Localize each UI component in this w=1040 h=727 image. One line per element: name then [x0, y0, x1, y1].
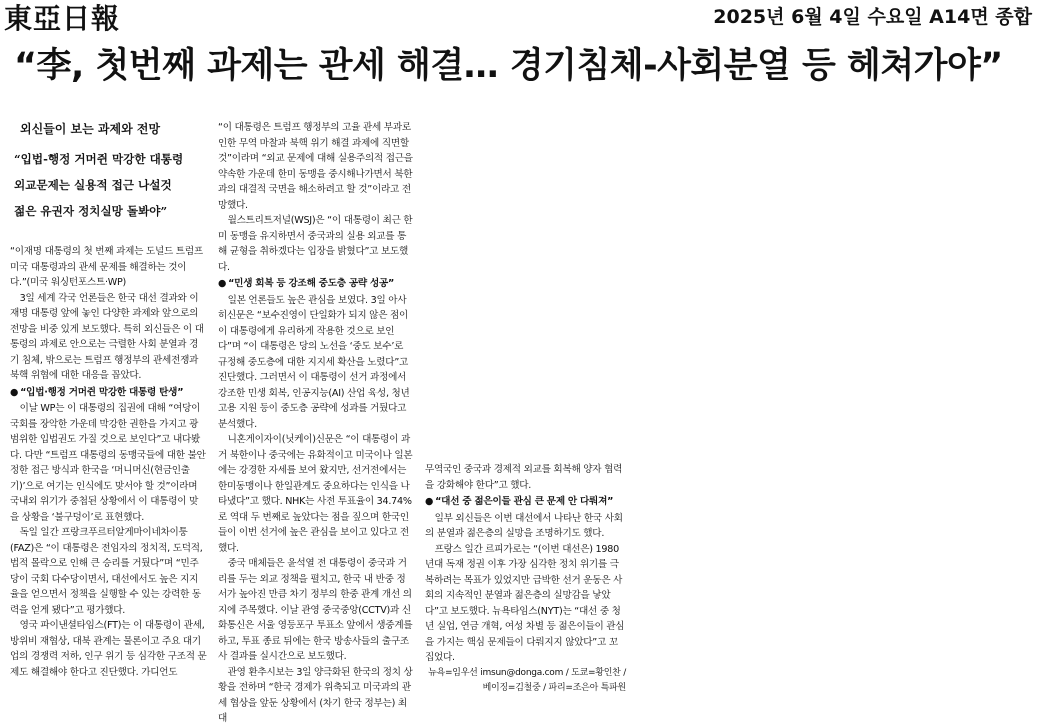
headline: “李, 첫번째 과제는 관세 해결… 경기침체-사회분열 등 헤쳐가야”	[14, 46, 1003, 86]
subhead	[14, 120, 204, 224]
article-column-1	[10, 244, 207, 692]
body-paragraph: 일본 언론들도 높은 관심을 보였다. 3일 아사히신문은 “보수진영이 단일화가 되지 않은 점이 이 대통령에게 유리하게 작용한 것으로 보인다”며 “이 대통령은 당의 노선을 ‘중도 보수’로 규정해 중도층에 대한 지지세 확산을 노렸다”고 진단했다. 그러면서 이 대통령이 선거 과정에서 강조한 민생 회복, 인공지능(AI) 산업 육성, 청년 고용 지원 등이 중도층 공략에 성과를 거뒀다고 분석했다.	[218, 294, 410, 430]
body-paragraph: 프랑스 일간 르피가로는 “(이번 대선은) 1980년대 독재 정권 이후 가장 심각한 정치 위기를 극복하려는 목표가 있었지만 급박한 선거 운동은 사회의 지속적인 분열과 젊은층의 실망감을 낳았다”고 보도했다. 뉴욕타임스(NYT)는 “대선 중 청년 실업, 연금 개혁, 여성 차별 등 젊은이들이 관심을 가지는 핵심 문제들이 다뤄지지 않았다”고 꼬집었다.	[425, 543, 625, 663]
body-paragraph: 니혼게이자이(닛케이)신문은 “이 대통령이 과거 북한이나 중국에는 유화적이고 미국이나 일본에는 강경한 자세를 보여 왔지만, 선거전에서는 한미동맹이나 한일관계도 중요하다는 인식을 나타냈다”고 했다. NHK는 사전 투표율이 34.74%로 역대 두 번째로 높았다는 점을 짚으며 한국인들이 이번 선거에 높은 관심을 보이고 있다고 전했다.	[218, 434, 413, 554]
bullet-icon: ●	[10, 386, 19, 398]
body-paragraph: 월스트리트저널(WSJ)은 “이 대통령이 최근 한미 동맹을 유지하면서 중국과의 실용 외교를 통해 균형을 취하겠다는 입장을 밝혔다”고 보도했다.	[218, 215, 413, 273]
section-heading: ● “대선 중 젊은이들 관심 큰 문제 안 다뤄져”	[425, 496, 614, 507]
body-paragraph: 독일 일간 프랑크푸르터알게마이네차이퉁(FAZ)은 “이 대통령은 전임자의 정치적, 도덕적, 법적 몰락으로 인해 큰 승리를 거뒀다”며 “민주당이 국회 다수당이면서, 대선에서도 높은 지지율을 얻으면서 정책을 실행할 수 있는 강력한 동력을 얻게 됐다”고 평가했다.	[10, 527, 203, 616]
dateline: 2025년 6월 4일 수요일 A14면 종합	[713, 6, 1032, 28]
byline-credit: 뉴욕=임우선 imsun@donga.com / 도쿄=황인찬 /	[428, 667, 626, 678]
byline-credit: 베이징=김철중 / 파리=조은아 특파원	[482, 682, 626, 693]
lead-paragraph: “이재명 대통령의 첫 번째 과제는 도널드 트럼프 미국 대통령과의 관세 문제를 해결하는 것이다.”(미국 워싱턴포스트·WP)	[10, 246, 203, 288]
kicker: 외신들이 보는 과제와 전망	[20, 122, 161, 136]
section-heading: ● “민생 회복 등 강조해 중도층 공략 성공”	[218, 278, 395, 289]
masthead	[0, 0, 1040, 38]
body-paragraph: 3일 세계 각국 언론들은 한국 대선 결과와 이재명 대통령 앞에 놓인 다양한 과제와 앞으로의 전망을 비중 있게 보도했다. 특히 외신들은 이 대통령의 과제로 안으로는 극렬한 사회 분열과 경기 침체, 밖으로는 트럼프 행정부의 관세전쟁과 북핵 위협에 대한 대응을 꼽았다.	[10, 292, 204, 381]
deck-line-2: 외교문제는 실용적 접근 나설것	[14, 178, 172, 192]
body-paragraph: “이 대통령은 트럼프 행정부의 고율 관세 부과로 인한 무역 마찰과 북핵 위기 해결 과제에 직면할 것”이라며 “외교 문제에 대해 실용주의적 접근을 약속한 가운데 한미 동맹을 중시해나가면서 북한과의 대결적 국면을 해소하려고 할 것”이라고 전망했다.	[218, 122, 413, 211]
body-paragraph: 무역국인 중국과 경제적 외교를 회복해 양자 협력을 강화해야 한다”고 했다.	[425, 464, 623, 491]
article-column-3	[425, 462, 626, 692]
body-paragraph: 영국 파이낸셜타임스(FT)는 이 대통령이 관세, 방위비 재협상, 대북 관계는 물론이고 주요 대기업의 경쟁력 저하, 인구 위기 등 심각한 구조적 문제도 해결해야 한다고 진단했다. 가디언도	[10, 620, 207, 678]
deck-line-3: 젊은 유권자 정치실망 돌봐야”	[14, 204, 168, 218]
body-paragraph: 중국 매체들은 윤석열 전 대통령이 중국과 거리를 두는 외교 정책을 펼치고, 한국 내 반중 정서가 높아진 만큼 차기 정부의 한중 관계 개선 의지에 주목했다. 이날 관영 중국중앙(CCTV)과 신화통신은 서울 영등포구 투표소 앞에서 생중계를 하고, 투표 종료 뒤에는 한국 방송사들의 출구조사 결과를 실시간으로 보도했다.	[218, 558, 413, 662]
body-paragraph: 관영 환추시보는 3일 양극화된 한국의 정치 상황을 전하며 “한국 경제가 위축되고 미국과의 관세 협상을 앞둔 상황에서 (차기 한국 정부는) 최대	[218, 666, 413, 724]
bullet-icon: ●	[425, 496, 434, 507]
body-paragraph: 일부 외신들은 이번 대선에서 나타난 한국 사회의 분열과 젊은층의 실망을 조명하기도 했다.	[425, 512, 623, 539]
body-paragraph: 이날 WP는 이 대통령의 집권에 대해 “여당이 국회를 장악한 가운데 막강한 권한을 가지고 광범위한 입법권도 가질 것으로 보인다”고 내다봤다. 다만 “트럼프 대통령의 동맹국들에 대한 불안정한 접근 방식과 한국을 ‘머니머신(현금인출기)’으로 여기는 인식에도 맞서야 할 것”이라며 국내외 위기가 중첩된 상황에서 이 대통령이 맞을 상황을 ‘불구덩이’로 표현했다.	[10, 403, 206, 523]
bullet-icon: ●	[218, 278, 227, 289]
article-column-2	[218, 120, 414, 724]
section-heading: ● “입법·행정 거머쥔 막강한 대통령 탄생”	[10, 386, 184, 398]
newspaper-logo: 東亞日報	[4, 2, 121, 35]
deck-line-1: “입법-행정 거머쥔 막강한 대통령	[14, 152, 184, 166]
